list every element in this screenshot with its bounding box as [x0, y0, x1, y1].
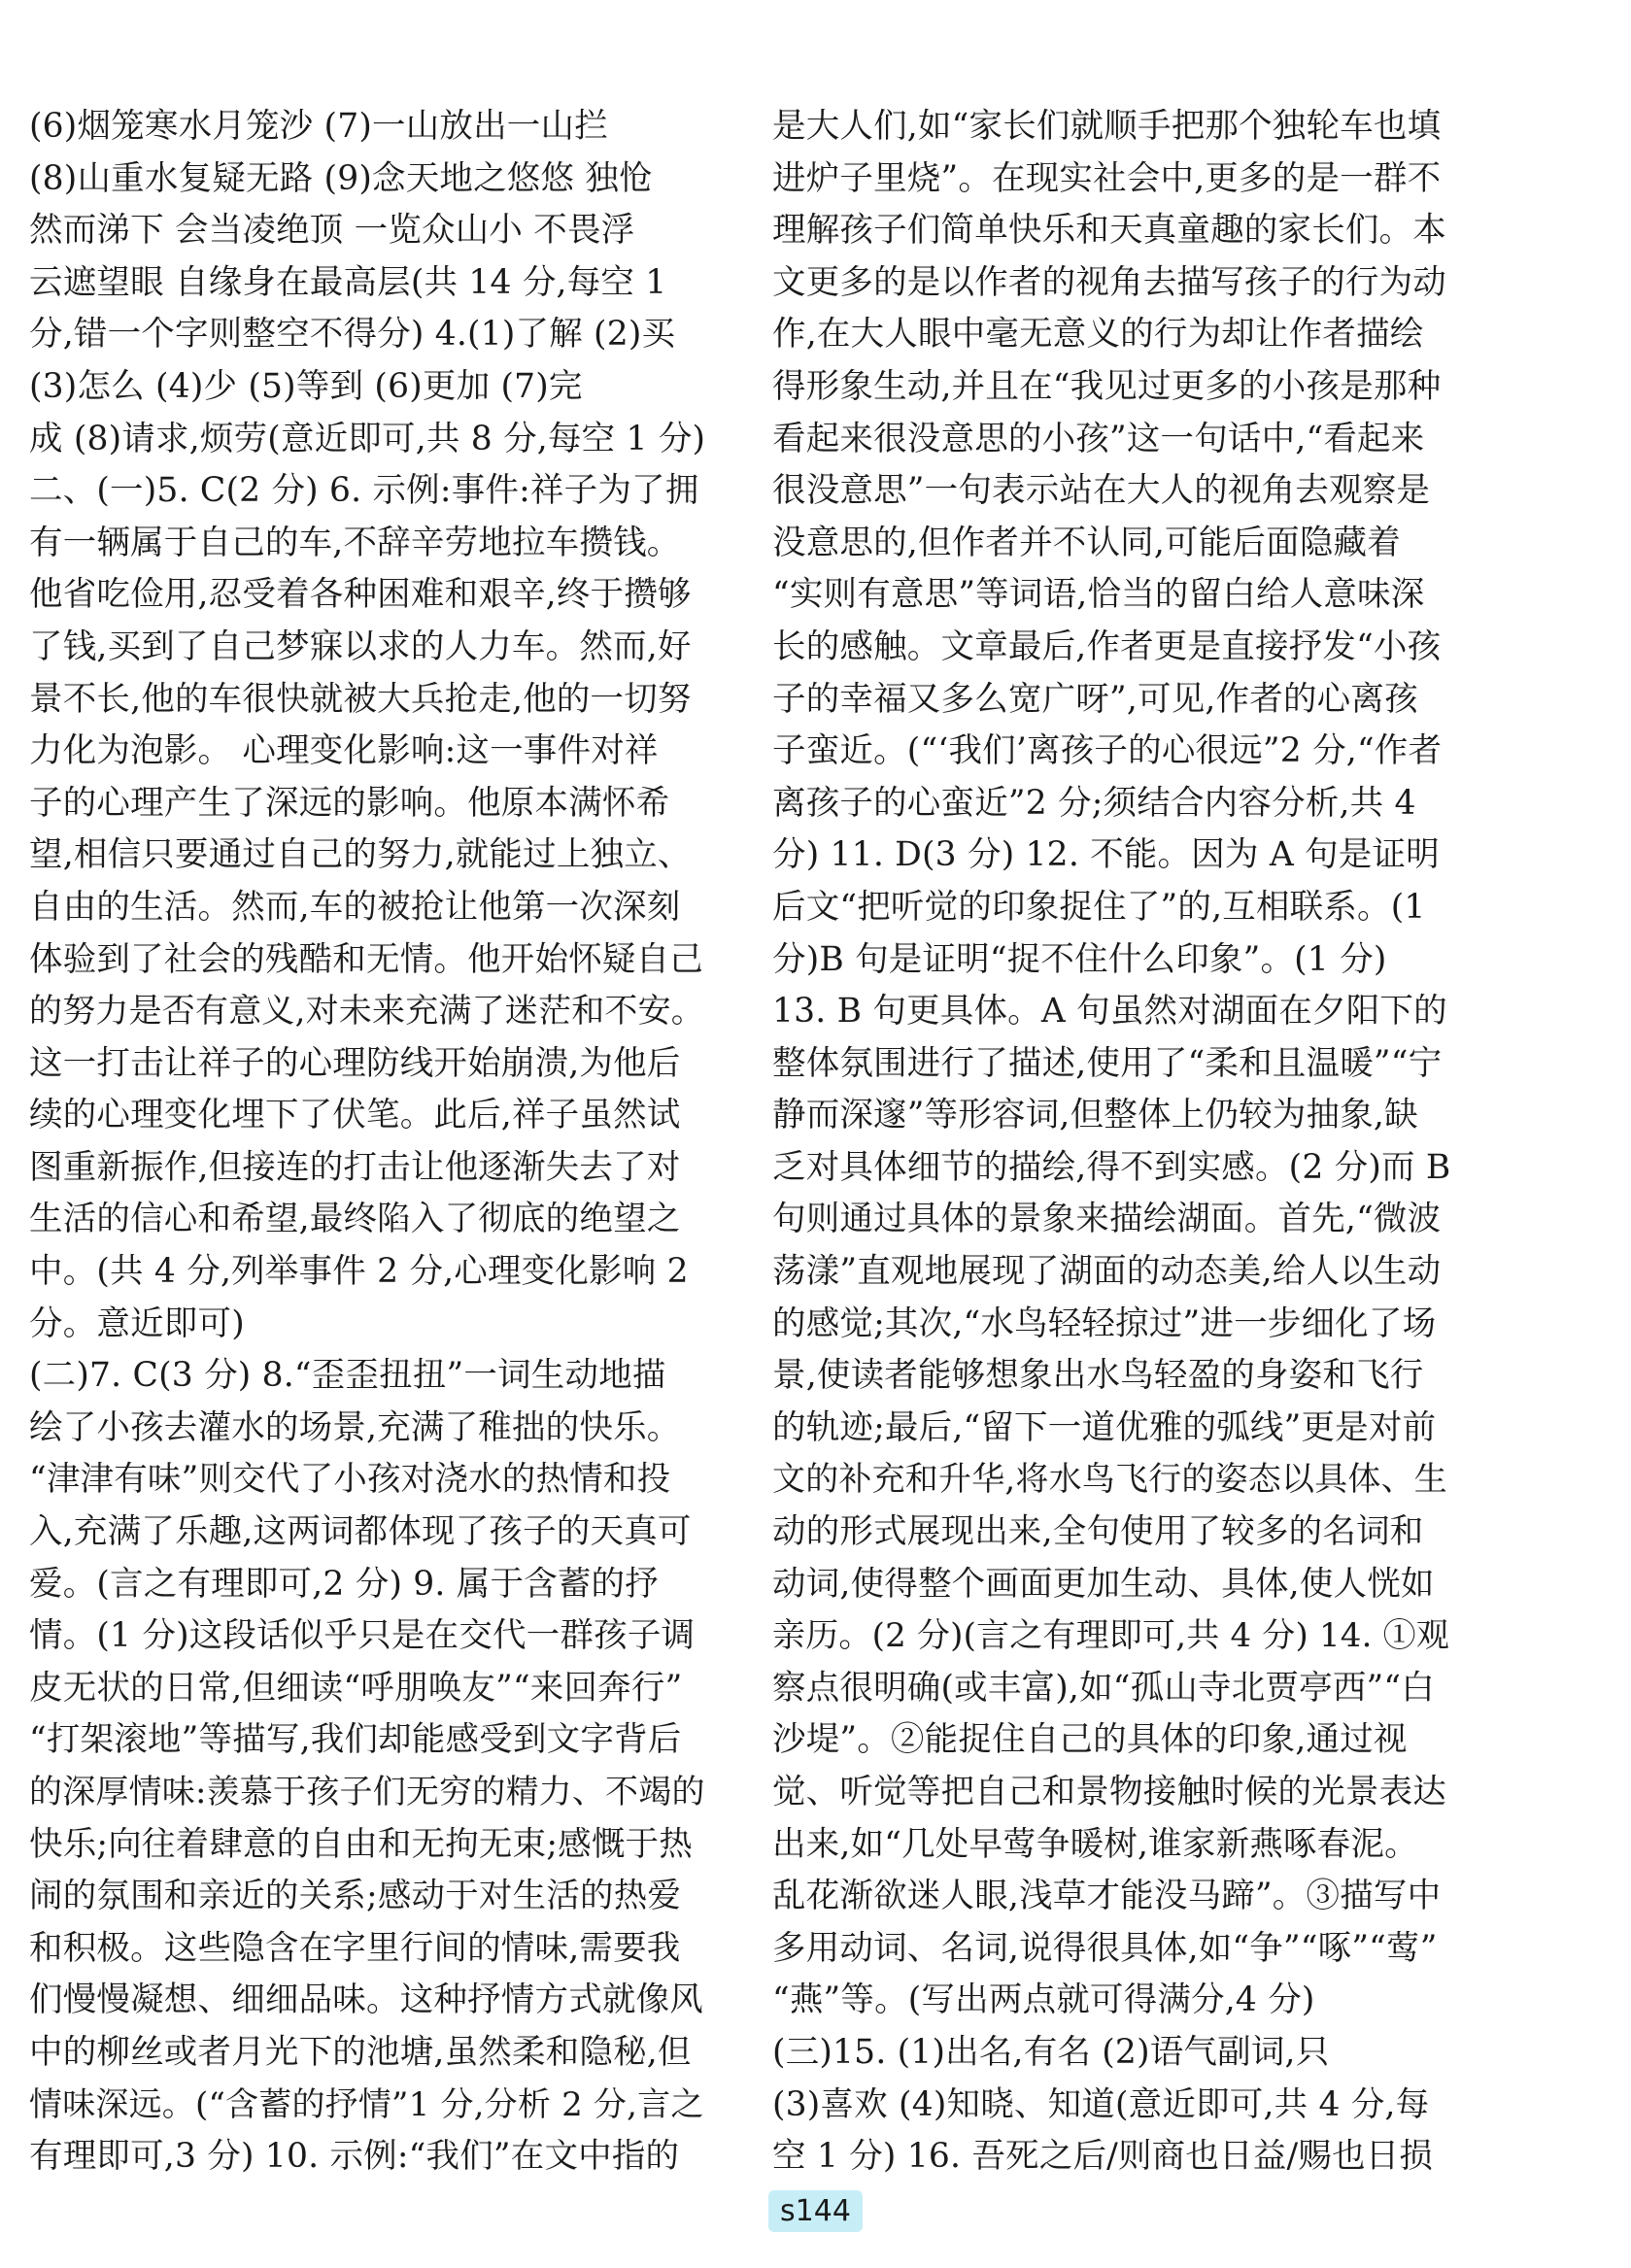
text-line: 分) 11. D(3 分) 12. 不能。因为 A 句是证明 — [772, 835, 1440, 875]
text-line: 出来,如“几处早莺争暖树,谁家新燕啄春泥。 — [772, 1824, 1418, 1864]
text-line: 沙堤”。②能捉住自己的具体的印象,通过视 — [772, 1720, 1408, 1760]
text-line: 快乐;向往着肆意的自由和无拘无束;感慨于热 — [29, 1824, 693, 1864]
text-line: 荡漾”直观地展现了湖面的动态美,给人以生动 — [772, 1252, 1442, 1292]
text-line: 觉、听觉等把自己和景物接触时候的光景表达 — [772, 1773, 1446, 1811]
text-line: 情味深远。(“含蓄的抒情”1 分,分析 2 分,言之 — [29, 2084, 704, 2124]
text-line: 文的补充和升华,将水鸟飞行的姿态以具体、生 — [772, 1460, 1448, 1500]
text-line: 离孩子的心蛮近”2 分;须结合内容分析,共 4 — [772, 783, 1416, 823]
text-line: 乏对具体细节的描绘,得不到实感。(2 分)而 B — [772, 1147, 1451, 1187]
text-line: 文更多的是以作者的视角去描写孩子的行为动 — [772, 262, 1446, 302]
text-line: 没意思的,但作者并不认同,可能后面隐藏着 — [772, 523, 1401, 562]
text-line: 静而深邃”等形容词,但整体上仍较为抽象,缺 — [772, 1096, 1418, 1135]
text-line: 13. B 句更具体。A 句虽然对湖面在夕阳下的 — [772, 992, 1447, 1032]
text-line: 的深厚情味:羡慕于孩子们无穷的精力、不竭的 — [29, 1773, 705, 1811]
page-number-badge — [0, 2190, 1631, 2232]
text-line: 这一打击让祥子的心理防线开始崩溃,为他后 — [29, 1043, 681, 1083]
text-line: 情。(1 分)这段话似乎只是在交代一群孩子调 — [29, 1616, 696, 1656]
text-line: 续的心理变化埋下了伏笔。此后,祥子虽然试 — [29, 1096, 681, 1135]
text-line: 们慢慢凝想、细细品味。这种抒情方式就像风 — [29, 1980, 703, 2020]
text-line: 分,错一个字则整空不得分) 4.(1)了解 (2)买 — [29, 315, 676, 355]
text-line: 后文“把听觉的印象捉住了”的,互相联系。(1 — [772, 887, 1426, 927]
text-line: 体验到了社会的残酷和无情。他开始怀疑自己 — [29, 939, 703, 979]
text-line: 有理即可,3 分) 10. 示例:“我们”在文中指的 — [29, 2137, 680, 2177]
text-line: 皮无状的日常,但细读“呼朋唤友”“来回奔行” — [29, 1668, 683, 1708]
text-line: 力化为泡影。 心理变化影响:这一事件对祥 — [29, 731, 659, 771]
text-line: 句则通过具体的景象来描绘湖面。首先,“微波 — [772, 1200, 1442, 1239]
text-line: 察点很明确(或丰富),如“孤山寺北贾亭西”“白 — [772, 1668, 1435, 1708]
text-line: 得形象生动,并且在“我见过更多的小孩是那种 — [772, 366, 1442, 406]
text-line: 很没意思”一句表示站在大人的视角去观察是 — [772, 471, 1431, 511]
text-line: 景,使读者能够想象出水鸟轻盈的身姿和飞行 — [772, 1356, 1424, 1396]
text-line: 中。(共 4 分,列举事件 2 分,心理变化影响 2 — [29, 1252, 689, 1292]
text-line: 理解孩子们简单快乐和天真童趣的家长们。本 — [772, 211, 1446, 251]
text-line: 是大人们,如“家长们就顺手把那个独轮车也填 — [772, 107, 1442, 146]
text-line: “燕”等。(写出两点就可得满分,4 分) — [772, 1980, 1315, 2020]
right-text-column — [772, 101, 1452, 2183]
text-line: 分。意近即可) — [29, 1303, 245, 1343]
text-line: (二)7. C(3 分) 8.“歪歪扭扭”一词生动地描 — [29, 1356, 666, 1396]
text-line: 景不长,他的车很快就被大兵抢走,他的一切努 — [29, 679, 692, 719]
text-line: 绘了小孩去灌水的场景,充满了稚拙的快乐。 — [29, 1407, 681, 1447]
text-line: 图重新振作,但接连的打击让他逐渐失去了对 — [29, 1147, 681, 1187]
text-line: 的努力是否有意义,对未来充满了迷茫和不安。 — [29, 992, 705, 1032]
text-line: 自由的生活。然而,车的被抢让他第一次深刻 — [29, 887, 681, 927]
text-line: 分)B 句是证明“捉不住什么印象”。(1 分) — [772, 939, 1387, 979]
text-line: 爱。(言之有理即可,2 分) 9. 属于含蓄的抒 — [29, 1564, 659, 1604]
text-line: 亲历。(2 分)(言之有理即可,共 4 分) 14. ①观 — [772, 1616, 1450, 1656]
text-line: 的轨迹;最后,“留下一道优雅的弧线”更是对前 — [772, 1407, 1437, 1447]
text-line: (三)15. (1)出名,有名 (2)语气副词,只 — [772, 2032, 1330, 2072]
text-line: 云遮望眼 自缘身在最高层(共 14 分,每空 1 — [29, 262, 667, 302]
text-line: 作,在大人眼中毫无意义的行为却让作者描绘 — [772, 315, 1424, 355]
text-line: 乱花渐欲迷人眼,浅草才能没马蹄”。③描写中 — [772, 1877, 1442, 1916]
left-text-column — [29, 101, 709, 2183]
text-line: “实则有意思”等词语,恰当的留白给人意味深 — [772, 575, 1425, 615]
text-line: 中的柳丝或者月光下的池塘,虽然柔和隐秘,但 — [29, 2032, 692, 2072]
text-line: (6)烟笼寒水月笼沙 (7)一山放出一山拦 — [29, 107, 608, 146]
text-line: 空 1 分) 16. 吾死之后/则商也日益/赐也日损 — [772, 2137, 1434, 2177]
text-line: 有一辆属于自己的车,不辞辛劳地拉车攒钱。 — [29, 523, 681, 562]
text-line: “打架滚地”等描写,我们却能感受到文字背后 — [29, 1720, 682, 1760]
page-number: s144 — [768, 2190, 863, 2232]
text-line: 动词,使得整个画面更加生动、具体,使人恍如 — [772, 1564, 1435, 1604]
text-line: 长的感触。文章最后,作者更是直接抒发“小孩 — [772, 626, 1442, 666]
text-line: 整体氛围进行了描述,使用了“柔和且温暖”“宁 — [772, 1043, 1443, 1083]
text-line: 他省吃俭用,忍受着各种困难和艰辛,终于攒够 — [29, 575, 692, 615]
text-line: 的感觉;其次,“水鸟轻轻掠过”进一步细化了场 — [772, 1303, 1437, 1343]
text-line: 然而涕下 会当凌绝顶 一览众山小 不畏浮 — [29, 211, 635, 251]
text-line: 动的形式展现出来,全句使用了较多的名词和 — [772, 1512, 1424, 1552]
text-line: 看起来很没意思的小孩”这一句话中,“看起来 — [772, 419, 1425, 458]
text-line: 子的幸福又多么宽广呀”,可见,作者的心离孩 — [772, 679, 1418, 719]
text-line: 和积极。这些隐含在字里行间的情味,需要我 — [29, 1928, 681, 1968]
text-line: 子的心理产生了深远的影响。他原本满怀希 — [29, 783, 670, 823]
text-line: (3)怎么 (4)少 (5)等到 (6)更加 (7)完 — [29, 366, 583, 406]
text-line: 进炉子里烧”。在现实社会中,更多的是一群不 — [772, 158, 1442, 198]
text-line: 二、(一)5. C(2 分) 6. 示例:事件:祥子为了拥 — [29, 471, 699, 511]
text-line: 生活的信心和希望,最终陷入了彻底的绝望之 — [29, 1200, 681, 1239]
text-line: (3)喜欢 (4)知晓、知道(意近即可,共 4 分,每 — [772, 2084, 1430, 2124]
text-line: 成 (8)请求,烦劳(意近即可,共 8 分,每空 1 分) — [29, 419, 706, 458]
text-line: 了钱,买到了自己梦寐以求的人力车。然而,好 — [29, 626, 692, 666]
text-line: 子蛮近。(“‘我们’离孩子的心很远”2 分,“作者 — [772, 731, 1443, 771]
text-line: “津津有味”则交代了小孩对浇水的热情和投 — [29, 1460, 671, 1500]
text-line: (8)山重水复疑无路 (9)念天地之悠悠 独怆 — [29, 158, 653, 198]
text-line: 入,充满了乐趣,这两词都体现了孩子的天真可 — [29, 1512, 692, 1552]
text-line: 多用动词、名词,说得很具体,如“争”“啄”“莺” — [772, 1928, 1438, 1968]
text-line: 闹的氛围和亲近的关系;感动于对生活的热爱 — [29, 1877, 682, 1916]
text-line: 望,相信只要通过自己的努力,就能过上独立、 — [29, 835, 692, 875]
